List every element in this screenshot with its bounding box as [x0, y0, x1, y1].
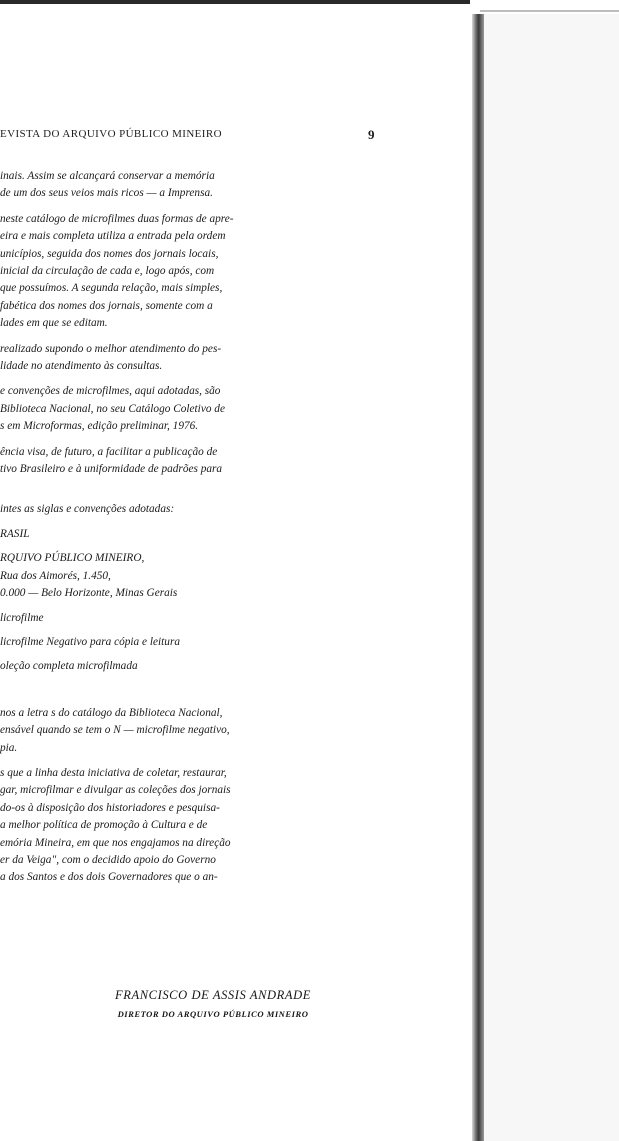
text-line: licrofilme — [0, 611, 44, 624]
text-line: do-os à disposição dos historiadores e pesquisa- — [0, 801, 220, 814]
text-line: s em Microformas, edição preliminar, 1976. — [0, 420, 199, 433]
text-line: licrofilme Negativo para cópia e leitura — [0, 635, 180, 648]
body-text — [0, 168, 400, 887]
signature-title: DIRETOR DO ARQUIVO PÚBLICO MINEIRO — [117, 1009, 309, 1019]
book-gutter — [472, 14, 484, 1141]
paragraph — [0, 383, 400, 435]
text-line: nos a letra s do catálogo da Biblioteca Nacional, — [0, 706, 223, 719]
paragraph-group — [0, 168, 400, 479]
text-line: neste catálogo de microfilmes duas formas de apre- — [0, 212, 234, 225]
text-line: unicípios, seguida dos nomes dos jornais locais, — [0, 247, 219, 260]
text-line: s que a linha desta iniciativa de coletar, restaurar, — [0, 766, 227, 779]
running-head: EVISTA DO ARQUIVO PÚBLICO MINEIRO — [0, 128, 222, 140]
text-line: a dos Santos e dos dois Governadores que o an- — [0, 871, 218, 884]
paragraph — [0, 341, 400, 376]
paragraph — [0, 444, 400, 479]
text-line: inicial da circulação de cada e, logo após, com — [0, 265, 215, 278]
list-intro: intes as siglas e convenções adotadas: — [0, 502, 175, 515]
signature-name: FRANCISCO DE ASSIS ANDRADE — [114, 988, 312, 1002]
text-line: ensável quando se tem o N — microfilme negativo, — [0, 724, 230, 737]
text-line: realizado supondo o melhor atendimento do pes- — [0, 342, 222, 355]
text-line: inais. Assim se alcançará conservar a memória — [0, 170, 215, 182]
text-line: e convenções de microfilmes, aqui adotadas, são — [0, 385, 221, 398]
text-line: RQUIVO PÚBLICO MINEIRO, — [0, 552, 145, 565]
text-line: RASIL — [0, 527, 30, 540]
list-entry — [0, 550, 400, 602]
text-line: Biblioteca Nacional, no seu Catálogo Coletivo de — [0, 402, 225, 415]
text-line: de um dos seus veios mais ricos — a Imprensa. — [0, 187, 213, 200]
text-line: Rua dos Aimorés, 1.450, — [0, 569, 111, 582]
paragraph — [0, 765, 400, 887]
facing-page — [484, 14, 619, 1141]
text-line: pia. — [0, 741, 18, 754]
text-line: tivo Brasileiro e à uniformidade de padrões para — [0, 463, 223, 476]
list-entry — [0, 610, 400, 627]
list-entry — [0, 526, 400, 543]
abbreviation-list — [0, 526, 400, 676]
paragraph — [0, 168, 400, 203]
page-number: 9 — [368, 127, 375, 142]
list-entry — [0, 658, 400, 675]
text-line: gar, microfilmar e divulgar as coleções dos jornais — [0, 784, 231, 797]
text-line: eira e mais completa utiliza a entrada pela ordem — [0, 230, 226, 243]
text-line: que possuímos. A segunda relação, mais simples, — [0, 282, 223, 295]
closing-paragraph-group — [0, 705, 400, 887]
text-line: oleção completa microfilmada — [0, 660, 138, 673]
text-line: er da Veiga", com o decidido apoio do Governo — [0, 854, 216, 866]
text-line: ência visa, de futuro, a facilitar a publicação de — [0, 445, 218, 458]
text-line: lidade no atendimento às consultas. — [0, 360, 163, 373]
text-line: a melhor política de promoção à Cultura e de — [0, 819, 208, 832]
text-line: fabética dos nomes dos jornais, somente com a — [0, 299, 213, 312]
paragraph — [0, 211, 400, 333]
list-entry — [0, 634, 400, 651]
paragraph — [0, 705, 400, 757]
signature-block — [0, 988, 420, 1019]
text-line: 0.000 — Belo Horizonte, Minas Gerais — [0, 587, 178, 600]
facing-page-edge-rule — [480, 10, 619, 12]
text-line: lades em que se editam. — [0, 317, 108, 330]
text-line: emória Mineira, em que nos engajamos na direção — [0, 836, 231, 849]
